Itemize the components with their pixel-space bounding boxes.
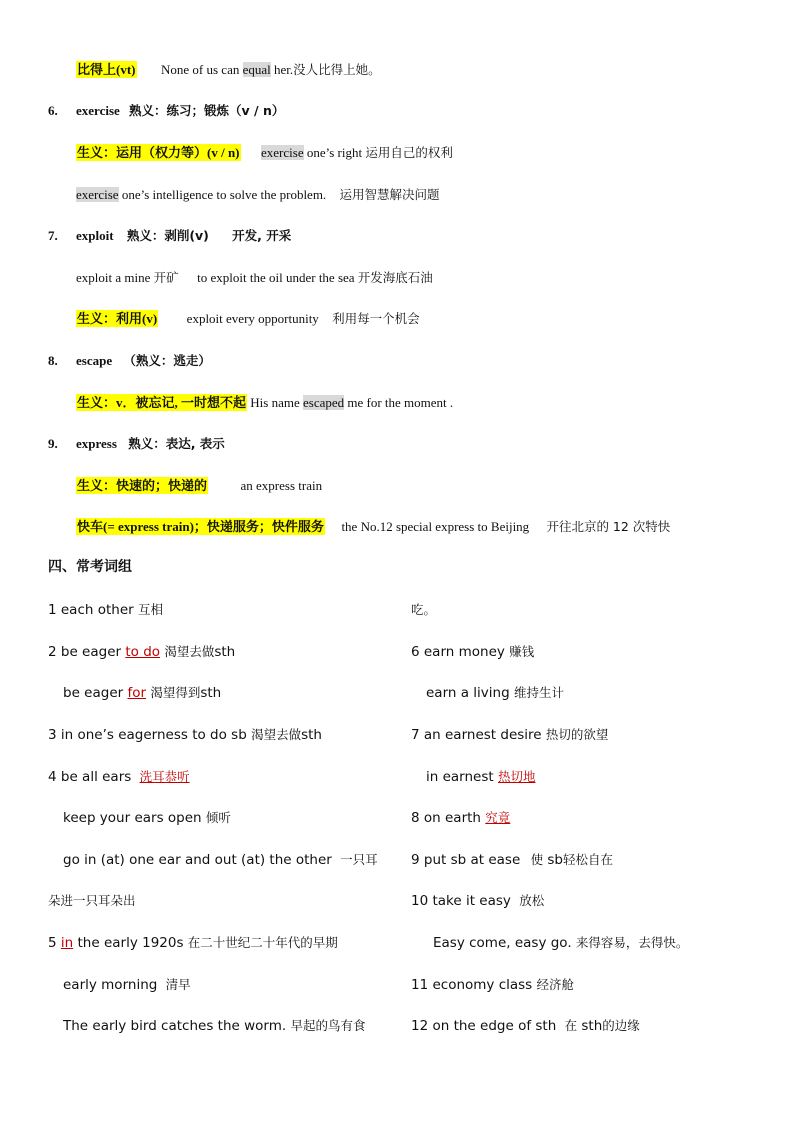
phrase-en: 7 an earnest desire bbox=[411, 727, 542, 743]
word-number: 9. bbox=[48, 436, 58, 451]
phrase-cn: 赚钱 bbox=[509, 644, 535, 659]
phrase-item bbox=[48, 891, 136, 911]
translation: 利用每一个机会 bbox=[332, 311, 420, 326]
vocab-line-exploit-b bbox=[76, 309, 420, 329]
phrase-item bbox=[48, 933, 338, 953]
phrase-en: 12 on the edge of sth bbox=[411, 1018, 557, 1034]
example-text: me for the moment . bbox=[344, 395, 454, 410]
phrase-cn: 来得容易，去得快。 bbox=[575, 935, 689, 950]
word-heading-exploit bbox=[48, 226, 291, 246]
phrase-cn: 倾听 bbox=[205, 810, 231, 825]
new-meaning-highlight: 生义：v．被忘记, 一时想不起 bbox=[77, 395, 247, 410]
phrase-item bbox=[411, 1016, 640, 1036]
phrase-en: earn a living bbox=[426, 685, 510, 701]
vocab-line-exploit-a bbox=[76, 268, 433, 288]
phrase-item bbox=[63, 683, 221, 703]
underlined-text: 究竟 bbox=[485, 810, 511, 825]
phrase-en: sth bbox=[581, 1018, 603, 1034]
translation: 开往北京的 12 次特快 bbox=[546, 519, 671, 534]
extra-meaning: 开发, 开采 bbox=[232, 228, 292, 243]
phrase-item bbox=[63, 850, 378, 870]
phrase-item bbox=[411, 975, 574, 995]
phrase-en: early morning bbox=[63, 977, 158, 993]
phrase-en: 5 bbox=[48, 935, 61, 951]
phrase-en: 11 economy class bbox=[411, 977, 533, 993]
word-number: 7. bbox=[48, 228, 58, 243]
word-heading-express bbox=[48, 434, 225, 454]
phrase-item bbox=[48, 642, 235, 662]
underlined-text: in bbox=[60, 935, 74, 951]
phrase-item bbox=[433, 933, 688, 953]
phrase-cn: 渴望去做 bbox=[164, 644, 215, 659]
phrase-item bbox=[426, 767, 536, 787]
phrase-item bbox=[411, 642, 534, 662]
phrase-item bbox=[411, 600, 436, 620]
phrase-cn: 的边缘 bbox=[602, 1018, 640, 1033]
word-number: 6. bbox=[48, 103, 58, 118]
underlined-text: 热切地 bbox=[497, 769, 536, 784]
phrase-cn: 朵进一只耳朵出 bbox=[48, 893, 136, 908]
example-text: to exploit the oil under the sea bbox=[197, 270, 355, 285]
phrase-cn: 维持生计 bbox=[513, 685, 564, 700]
phrase-en: go in (at) one ear and out (at) the other bbox=[63, 852, 332, 868]
underlined-text: for bbox=[127, 685, 147, 701]
new-meaning-highlight: 生义：利用(v) bbox=[77, 311, 158, 326]
word: escape bbox=[76, 353, 113, 368]
phrase-en: sth bbox=[200, 685, 222, 701]
phrase-item bbox=[411, 891, 544, 911]
phrase-en: 9 put sb at ease bbox=[411, 852, 521, 868]
phrase-en: sth bbox=[301, 727, 322, 743]
phrase-en: The early bird catches the worm. bbox=[63, 1018, 287, 1034]
word-heading-escape bbox=[48, 351, 211, 371]
phrase-cn: 经济舱 bbox=[536, 977, 575, 992]
phrase-cn: 一只耳 bbox=[340, 852, 378, 867]
example-text: His name bbox=[250, 395, 303, 410]
example-text: the No.12 special express to Beijing bbox=[341, 519, 530, 534]
example-text: an express train bbox=[240, 478, 323, 493]
phrase-cn: 互相 bbox=[138, 602, 164, 617]
phrase-en: 8 on earth bbox=[411, 810, 481, 826]
phrase-cn: 在 bbox=[564, 1018, 578, 1033]
section-title: 四、常考词组 bbox=[48, 559, 132, 575]
example-text: one’s intelligence to solve the problem. bbox=[118, 187, 327, 202]
phrase-en: Easy come, easy go. bbox=[433, 935, 572, 951]
phrase-cn: 放松 bbox=[519, 893, 545, 908]
phrase-cn: 清早 bbox=[165, 977, 191, 992]
familiar-meaning: 熟义：表达, 表示 bbox=[128, 436, 225, 451]
phrase-cn: 渴望得到 bbox=[150, 685, 201, 700]
phrase-en: 2 be eager bbox=[48, 644, 126, 660]
phrase-en: be eager bbox=[63, 685, 128, 701]
word: exploit bbox=[76, 228, 114, 243]
phrase-cn: 使 bbox=[530, 852, 544, 867]
new-meaning-highlight: 生义：快速的；快递的 bbox=[77, 478, 208, 493]
translation: 运用自己的权利 bbox=[365, 145, 453, 160]
example-text: None of us can bbox=[161, 62, 243, 77]
phrase-item bbox=[48, 725, 322, 745]
phrase-item bbox=[63, 975, 191, 995]
translation: 运用智慧解决问题 bbox=[339, 187, 440, 202]
phrase-en: sth bbox=[214, 644, 236, 660]
word-heading-exercise bbox=[48, 101, 284, 121]
vocab-line-exercise-a bbox=[76, 143, 453, 163]
vocab-line-escape-a bbox=[76, 393, 453, 413]
phrase-item bbox=[48, 600, 163, 620]
word: exercise bbox=[76, 103, 120, 118]
vocab-line-equal bbox=[76, 60, 381, 80]
phrase-cn: 渴望去做 bbox=[251, 727, 302, 742]
phrase-en: in earnest bbox=[426, 769, 494, 785]
familiar-meaning: 熟义：练习；锻炼（v / n） bbox=[129, 103, 285, 118]
gray-highlight: exercise bbox=[76, 187, 119, 202]
vocab-line-exercise-b bbox=[76, 185, 439, 205]
word-number: 8. bbox=[48, 353, 58, 368]
gray-highlight: equal bbox=[242, 62, 271, 77]
phrase-en: 6 earn money bbox=[411, 644, 505, 660]
phrase-cn: 早起的鸟有食 bbox=[290, 1018, 366, 1033]
new-meaning-highlight: 快车(= express train)；快递服务；快件服务 bbox=[77, 519, 324, 534]
vocab-line-express-b bbox=[76, 517, 670, 537]
underlined-text: to do bbox=[125, 644, 161, 660]
phrase-item bbox=[411, 850, 613, 870]
familiar-meaning: （熟义：逃走） bbox=[123, 353, 211, 368]
word: express bbox=[76, 436, 117, 451]
translation: 没人比得上她。 bbox=[293, 62, 381, 77]
vocab-line-express-a bbox=[76, 476, 322, 496]
phrase-en: keep your ears open bbox=[63, 810, 202, 826]
example-text: exploit a mine bbox=[76, 270, 151, 285]
phrase-item bbox=[48, 767, 190, 787]
phrase-cn: 吃。 bbox=[411, 602, 437, 617]
example-text: exploit every opportunity bbox=[186, 311, 319, 326]
phrase-cn: 在二十世纪二十年代的早期 bbox=[187, 935, 338, 950]
translation: 开发海底石油 bbox=[357, 270, 433, 285]
example-text: her. bbox=[270, 62, 294, 77]
phrase-en: 4 be all ears bbox=[48, 769, 132, 785]
phrase-cn: 热切的欲望 bbox=[545, 727, 609, 742]
phrase-item bbox=[63, 1016, 365, 1036]
gray-highlight: escaped bbox=[302, 395, 345, 410]
translation: 开矿 bbox=[153, 270, 179, 285]
phrase-en: the early 1920s bbox=[73, 935, 184, 951]
underlined-text: 洗耳恭听 bbox=[139, 769, 190, 784]
phrase-item bbox=[411, 808, 510, 828]
new-meaning-highlight: 比得上(vt) bbox=[77, 62, 136, 77]
phrase-en: sb bbox=[547, 852, 563, 868]
familiar-meaning: 熟义：剥削(v) bbox=[126, 228, 209, 243]
phrase-en: 1 each other bbox=[48, 602, 134, 618]
phrase-cn: 轻松自在 bbox=[562, 852, 613, 867]
phrase-item bbox=[63, 808, 231, 828]
phrase-en: 3 in one’s eagerness to do sb bbox=[48, 727, 247, 743]
phrase-item bbox=[411, 725, 608, 745]
new-meaning-highlight: 生义：运用（权力等）(v / n) bbox=[77, 145, 240, 160]
gray-highlight: exercise bbox=[261, 145, 304, 160]
example-text: one’s right bbox=[303, 145, 363, 160]
phrase-item bbox=[426, 683, 564, 703]
phrase-en: 10 take it easy bbox=[411, 893, 511, 909]
